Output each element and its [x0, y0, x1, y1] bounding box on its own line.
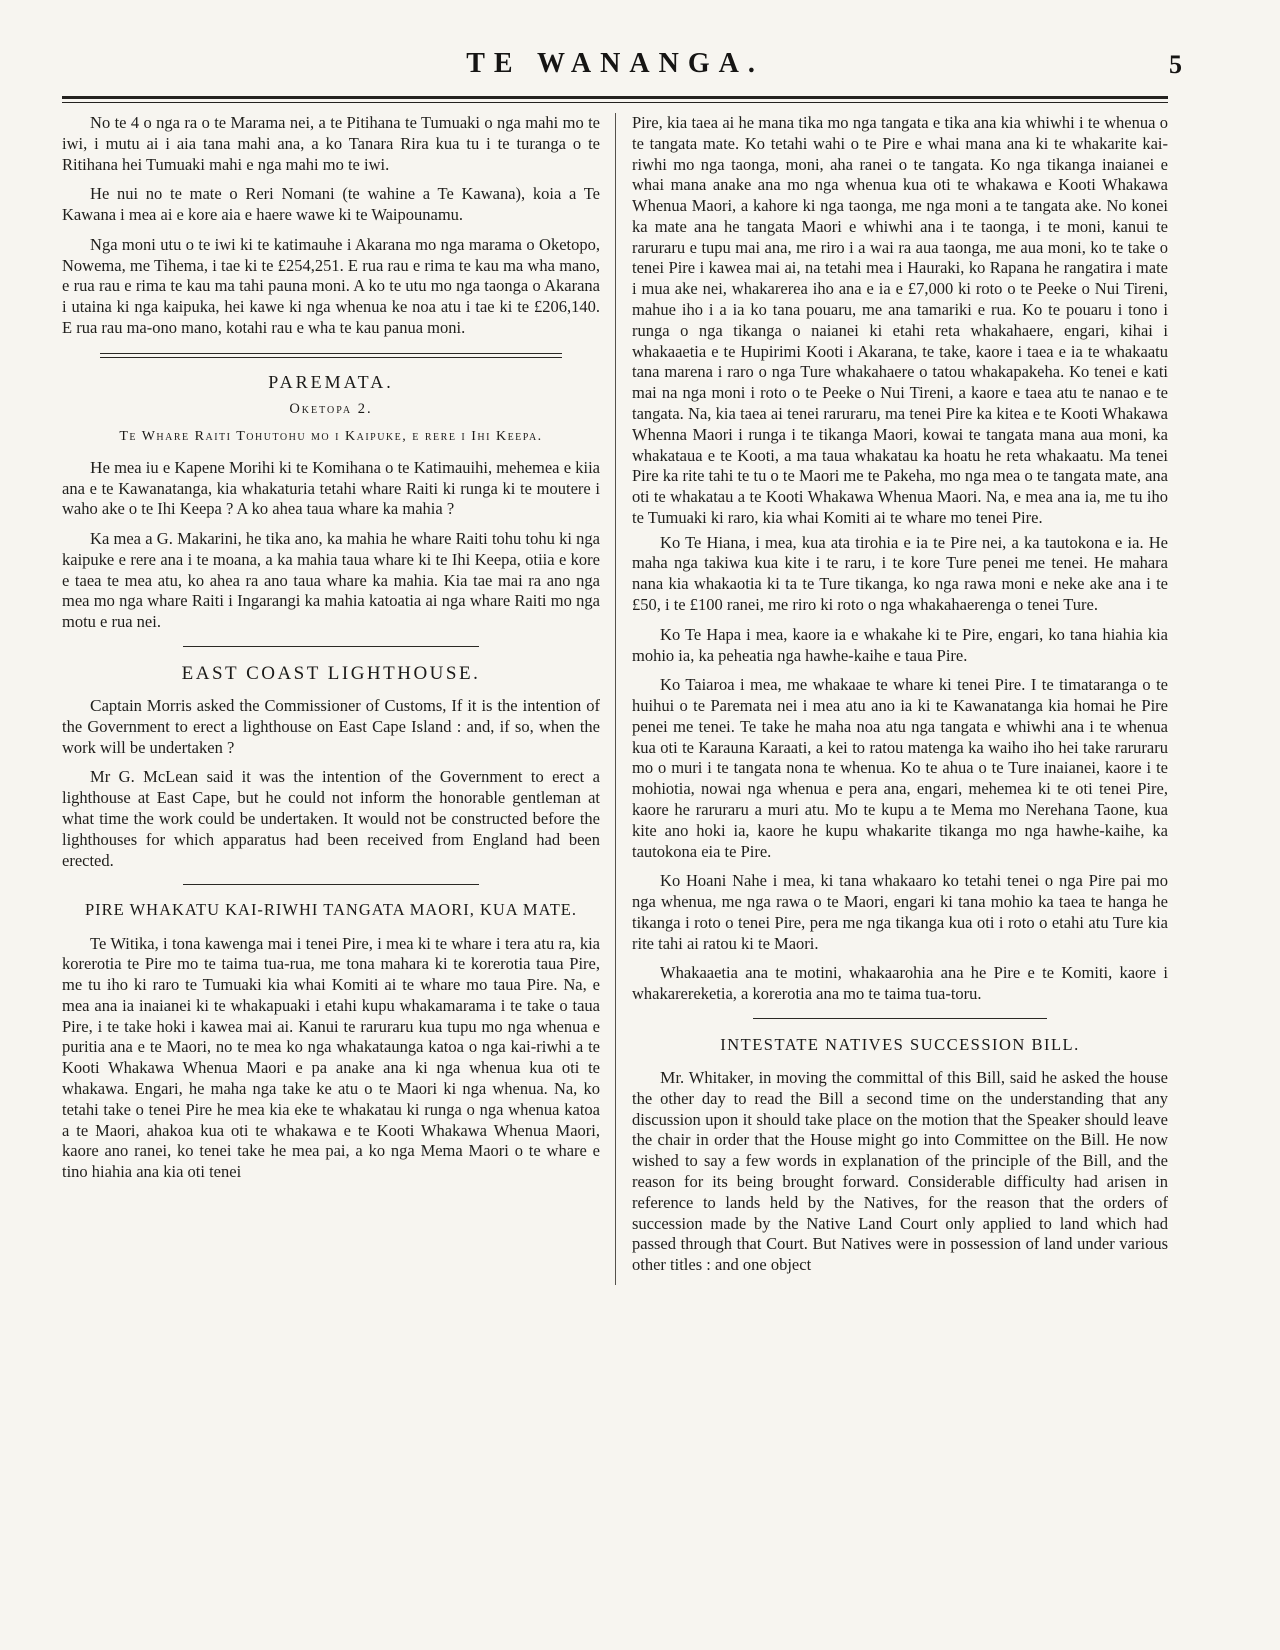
intestate-paragraph-1: Mr. Whitaker, in moving the committal of this Bill, said he asked the house the other day to read the Bill a second time on the understanding that any discussion upon it should take place on the motion that the Speaker should leave the chair in order that the House might go into Committee on the Bill. He now wished to say a few words in explanation of the principle of the Bill, and the reason for its being brought forward. Considerable difficulty had arisen in reference to lands held by the Natives, for the reason that the orders of succession made by the Native Land Court only applied to land which had passed through that Court. But Natives were in possession of land under various other titles : and one object: [632, 1068, 1168, 1275]
intro-paragraph-2: He nui no te mate o Reri Nomani (te wahine a Te Kawana), koia a Te Kawana i mea ai e kore aia e haere wawe ki te Waipounamu.: [62, 184, 600, 225]
paremata-paragraph-2: Ka mea a G. Makarini, he tika ano, ka mahia he whare Raiti tohu tohu ki nga kaipuke e rere ana i te moana, a ka mahia taua whare ki te Ihi Keepa, otiia e kore e taea te mea atu, ko ahea ra ano taua whare ka mahia. Kia tae mai ra ano nga mea mo nga whare Raiti i Ingarangi ka mahia katoatia ai nga whare Raiti mo nga motu e rua nei.: [62, 529, 600, 632]
header-rule: [62, 96, 1168, 103]
lighthouse-paragraph-1: Captain Morris asked the Commissioner of Customs, If it is the intention of the Government to erect a lighthouse on East Cape Island : and, if so, when the work will be undertaken ?: [62, 696, 600, 757]
paremata-subheading: Te Whare Raiti Tohutohu mo i Kaipuke, e rere i Ihi Keepa.: [119, 428, 543, 444]
left-column: [62, 113, 615, 1285]
speech-paragraph-hoani-nahe: Ko Hoani Nahe i mea, ki tana whakaaro ko tetahi tenei o nga Pire pai mo nga whenua, me nga rawa o te Maori, engari ki tana mohio ka taea te hanga he tikanga i roto o tenei Pire, pera me nga tikanga kua oti i roto o etahi atu Ture kia rite tahi ai ratou ki te Maori.: [632, 871, 1168, 953]
right-column: [615, 113, 1168, 1285]
page-number: 5: [1169, 50, 1182, 79]
lighthouse-paragraph-2: Mr G. McLean said it was the intention of the Government to erect a lighthouse at East Cape, but he could not inform the honorable gentleman at what time the work could be undertaken. It would not be constructed before the lighthouses for which apparatus had been received from England had been erected.: [62, 767, 600, 870]
page-title: TE WANANGA.: [466, 48, 764, 79]
section-divider: [183, 646, 479, 647]
paremata-title: PAREMATA.: [268, 371, 394, 392]
speech-paragraph-hapa: Ko Te Hapa i mea, kaore ia e whakahe ki te Pire, engari, ko tana hiahia kia mohio ia, ka peheatia nga hawhe-kaihe e taua Pire.: [632, 624, 1168, 665]
section-divider: [100, 353, 563, 358]
masthead: [62, 48, 1182, 94]
speech-paragraph-hiana: Ko Te Hiana, i mea, kua ata tirohia e ia te Pire nei, a ka tautokona e ia. He maha nga takiwa kua kite i te raru, i te kore Ture penei me tenei. He mahara nana kia whakaotia ki ta te Ture tikanga, ko nga rawa moni e neke ake ana i te £50, i te £100 ranei, me riro ki roto o nga whakahaerenga o tenei Ture.: [632, 532, 1168, 614]
columns: [62, 113, 1168, 1285]
intestate-title: INTESTATE NATIVES SUCCESSION BILL.: [720, 1035, 1080, 1055]
lighthouse-title: EAST COAST LIGHTHOUSE.: [181, 663, 481, 684]
intro-paragraph-3: Nga moni utu o te iwi ki te katimauhe i Akarana mo nga marama o Oketopo, Nowema, me Tihema, i tae ki te £254,251. E rua rau e rima te kau ma wha mano, e rua rau e rima te kau ma tahi pauna moni. A ko te utu mo nga taonga o Akarana i utaina ki nga kaipuka, hei kawe ki nga whenua ke noa atu i tae ki te £206,140. E rua rau ma-ono mano, kotahi rau e wha te kau panua moni.: [62, 234, 600, 338]
section-divider: [753, 1018, 1048, 1019]
pire-whakatu-title: PIRE WHAKATU KAI-RIWHI TANGATA MAORI, KUA MATE.: [85, 900, 577, 920]
paremata-paragraph-1: He mea iu e Kapene Morihi ki te Komihana o te Katimauihi, mehemea e kiia ana e te Kawanatanga, kia whakaturia tetahi whare Raiti ki runga ki te moutere i waho ake o te Ihi Keepa ? A ko ahea taua whare ka mahia ?: [62, 457, 600, 519]
pire-whakatu-paragraph-1: Te Witika, i tona kawenga mai i tenei Pire, i mea ki te whare i tera atu ra, kia korerotia te Pire mo te taima tua-rua, me tona mahara ki te korerotia taua Pire, me tu iho ki raro te Tumuaki kia whai Komiti ai te whare mo taua Pire. Na, e mea ana ia inaianei ki te whakapuaki i etahi kupu whakamarama i te take o taua Pire, i te take hoki i kawea mai ai. Kanui te raruraru kua tupu mo nga whenua e puritia ana e te Maori, no te mea ko nga whakataunga katoa o nga kai-riwhi a te Kooti Whakawa Whenua Maori e pa anake ana ki nga whenua kua oti te whakawa. Engari, he maha nga take ke atu o te Maori ki nga whenua. Na, ko tetahi take o tenei Pire he mea kia eke te whakatau ki runga o nga whenua katoa a te Maori, ahakoa kua oti te whakawa e te Kooti Whakawa Whenua Maori, kaore ano ranei, ko tenei take he mea pai, a ko nga Mema Maori o te whare e tino hiahia ana kia oti tenei: [62, 933, 600, 1182]
motion-paragraph: Whakaaetia ana te motini, whakaarohia ana he Pire e te Komiti, kaore i whakarereketia, a korerotia ana mo te taima tua-toru.: [632, 963, 1168, 1004]
continuation-paragraph: Pire, kia taea ai he mana tika mo nga tangata e tika ana kia whiwhi i te whenua o te tangata mate. Ko tetahi wahi o te Pire e whai mana ana ki te whakarite kai-riwhi mo nga taonga, moni, aha ranei o te tangata. Ko nga tikanga inaianei e whai mana anake ana mo nga whenua kua oti te whakawa e Kooti Whakawa Whenua Maori, a kahore ki nga taonga, me nga moni a te tangata ake. No konei ka mate ana he tangata Maori e whiwhi ana i te taonga, i te moni, kanui te raruraru e tupu mai ana, me riro i a wai ra aua taonga, me aua moni, ko te take o tenei Pire i kawea mai ai, na tetahi mea i Hauraki, ko Rapana he rangatira i mate i mua ake nei, whakarerea iho ana e ia e £7,000 ki roto o te Peeke o Nui Tireni, mahue iho i a ia ko tana pouaru, me ana tamariki e rua. Ko te pouaru i tono i runga o nga tikanga o naianei ki etahi reta whakahaere, engari, kihai i whakaaetia e te Hupirimi Kooti i Akarana, te take, kaore i taea e ia te whakaatu tana marena i raro o nga Ture whakahaere o tatou whakapakeha. Ko tenei e kati mai na nga moni i roto o te Peeke o Nui Tireni, a kaore e taea atu te nanao e te tangata. Na, kia taea ai tenei raruraru, ma tenei Pire ka kitea e te Kooti Whakawa Whenna Maori i runga i te tikanga Maori, kowai te tangata mana aua moni, ka whakataua e te Kooti, a ma taua whakatau ka hoatu he reta whakaatu. Ma tenei Pire ka rite tahi te tu o te Maori me te Pakeha, mo nga mea o te tangata mate, ana oti te whakatau a te Kooti Whakawa Whenua Maori. Na, e mea ana ia, me tu iho te Tumuaki ki raro, kia whai Komiti ai te whare mo tenei Pire.: [632, 113, 1168, 527]
speech-paragraph-taiaroa: Ko Taiaroa i mea, me whakaae te whare ki tenei Pire. I te timataranga o te huihui o te Paremata nei i mea atu ano ia ki te Kawanatanga kia homai he Pire penei me tenei. Te take he maha noa atu nga tangata e whiwhi ana i te whenua kua oti te Karauna Karaati, a kei to ratou matenga ka waiho iho hei take raruraru mo o muri i te tangata nona te whenua. Ko te ahua o te Ture inaianei, kaore i te mohiotia, nowai nga whenua e pera ana, engari, mehemea ki te oti tenei Pire, kaore he raruraru a muri atu. Mo te kupu a te Mema mo Nerehana Taone, kua kite ano hoki ia, kaore he kupu whakarite tikanga mo nga hawhe-kaihe, ka tautokona eia te Pire.: [632, 675, 1168, 861]
paremata-date: Oketopa 2.: [289, 400, 373, 417]
intro-paragraph-1: No te 4 o nga ra o te Marama nei, a te Pitihana te Tumuaki o nga mahi mo te iwi, i mutu ai i aia tana mahi ana, a ko Tanara Rira kua tu i te turanga o te Ritihana hei Tumuaki mahi e nga mahi mo te iwi.: [62, 113, 600, 174]
section-divider: [183, 884, 479, 885]
